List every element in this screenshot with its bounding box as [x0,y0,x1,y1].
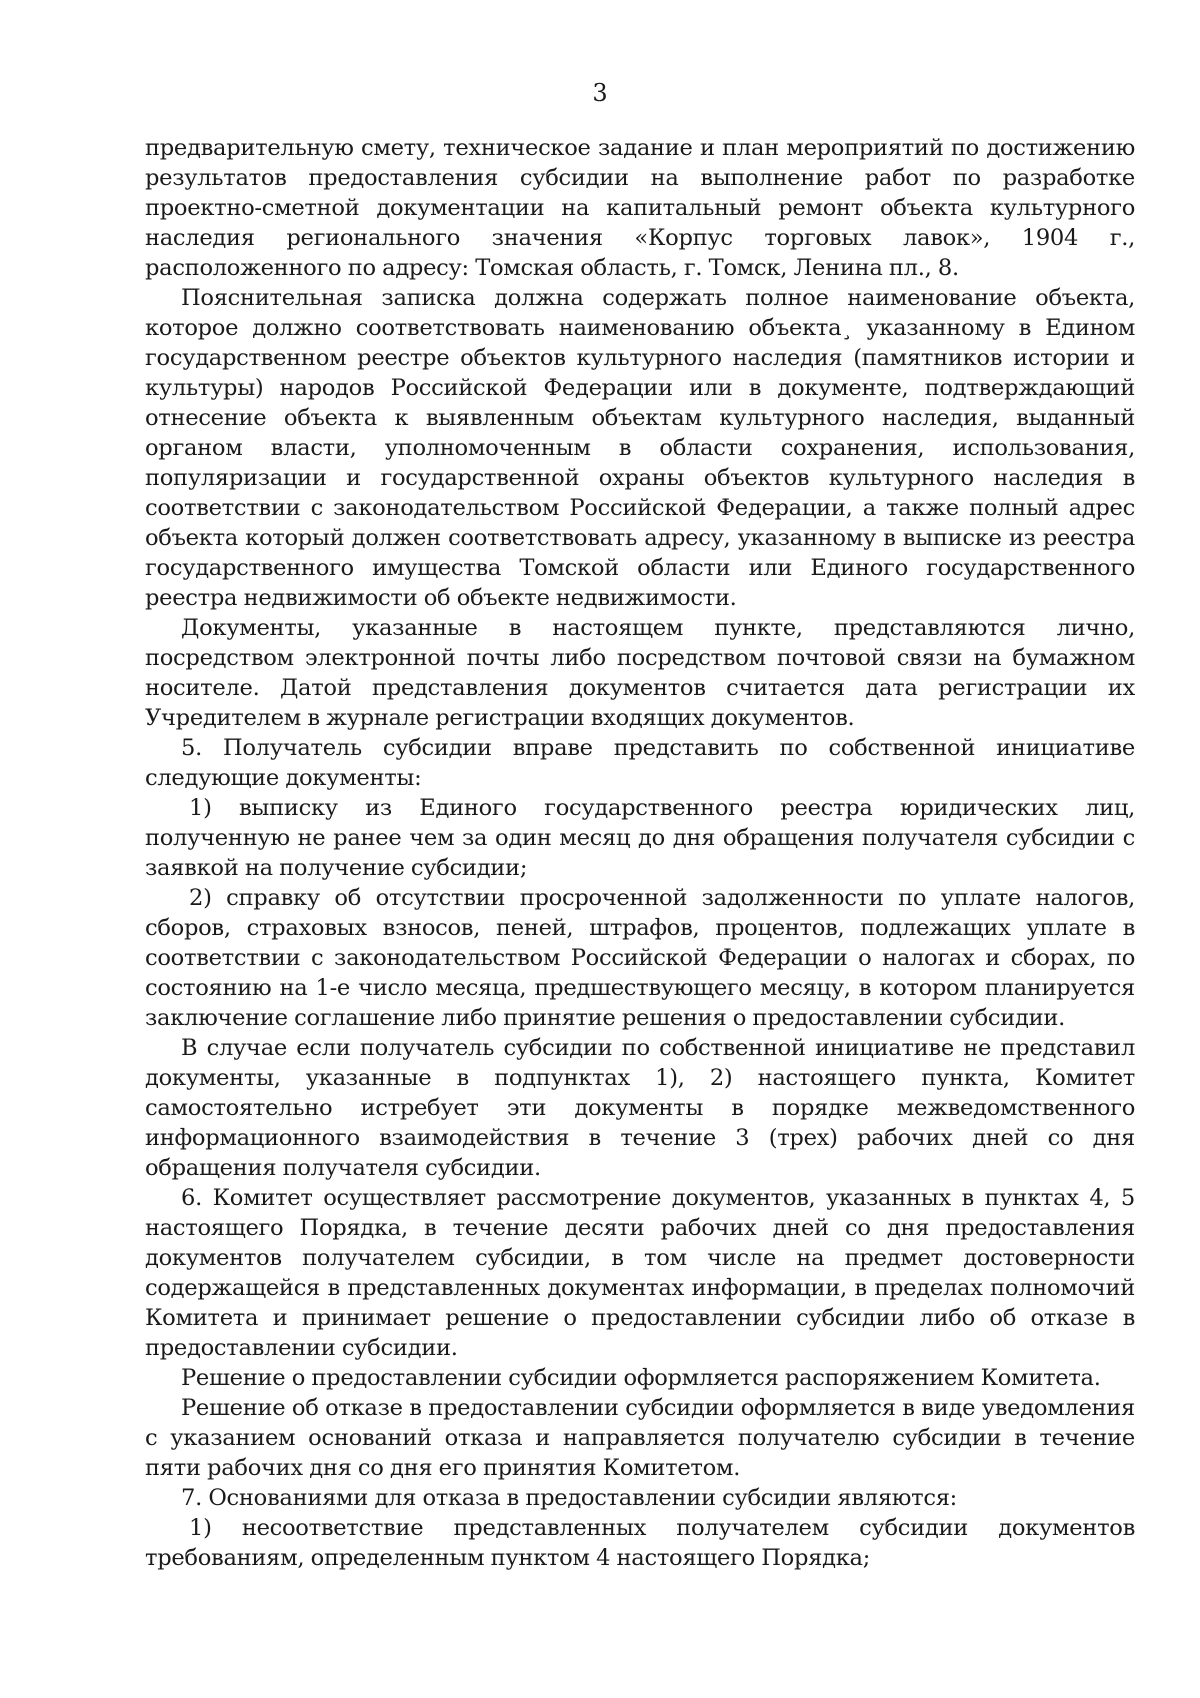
paragraph-item-5: 5. Получатель субсидии вправе представить по собственной инициативе следующие документы: [145,735,1135,791]
paragraph-decision-refusal: Решение об отказе в предоставлении субсидии оформляется в виде уведомления с указанием оснований отказа и направляется получателю субсидии в течение пяти рабочих дня со дня его принятия Комитетом. [145,1395,1135,1481]
paragraph-explanatory-note: Пояснительная записка должна содержать полное наименование объекта, которое должно соответствовать наименованию объекта¸ указанному в Едином государственном реестре объектов культурного наследия (памятников истории и культуры) народов Российской Федерации или в документе, подтверждающий отнесение объекта к выявленным объектам культурного наследия, выданный органом власти, уполномоченным в области сохранения, использования, популяризации и государственной охраны объектов культурного наследия в соответствии с законодательством Российской Федерации, а также полный адрес объекта который должен соответствовать адресу, указанному в выписке из реестра государственного имущества Томской области или Единого государственного реестра недвижимости об объекте недвижимости. [145,285,1135,611]
paragraph-decision-grant: Решение о предоставлении субсидии оформляется распоряжением Комитета. [181,1365,1101,1391]
paragraph-documents-submission: Документы, указанные в настоящем пункте, представляются лично, посредством электронной почты либо посредством почтовой связи на бумажном носителе. Датой представления документов считается дата регистрации их Учредителем в журнале регистрации входящих документов. [145,615,1135,731]
paragraph-item-5-2: 2) справку об отсутствии просроченной задолженности по уплате налогов, сборов, страховых взносов, пеней, штрафов, процентов, подлежащих уплате в соответствии с законодательством Российской Федерации о налогах и сборах, по состоянию на 1-е число месяца, предшествующего месяцу, в котором планируется заключение соглашение либо принятие решения о предоставлении субсидии. [145,885,1135,1031]
paragraph-item-7: 7. Основаниями для отказа в предоставлении субсидии являются: [181,1485,957,1511]
paragraph-item-5-1: 1) выписку из Единого государственного реестра юридических лиц, полученную не ранее чем за один месяц до дня обращения получателя субсидии с заявкой на получение субсидии; [145,795,1135,881]
document-body [145,133,1135,1573]
paragraph-item-5-note: В случае если получатель субсидии по собственной инициативе не представил документы, указанные в подпунктах 1), 2) настоящего пункта, Комитет самостоятельно истребует эти документы в порядке межведомственного информационного взаимодействия в течение 3 (трех) рабочих дней со дня обращения получателя субсидии. [145,1035,1135,1181]
paragraph-item-6: 6. Комитет осуществляет рассмотрение документов, указанных в пунктах 4, 5 настоящего Порядка, в течение десяти рабочих дней со дня предоставления документов получателем субсидии, в том числе на предмет достоверности содержащейся в представленных документах информации, в пределах полномочий Комитета и принимает решение о предоставлении субсидии либо об отказе в предоставлении субсидии. [145,1185,1135,1361]
paragraph-continuation: предварительную смету, техническое задание и план мероприятий по достижению результатов предоставления субсидии на выполнение работ по разработке проектно-сметной документации на капитальный ремонт объекта культурного наследия регионального значения «Корпус торговых лавок», 1904 г., расположенного по адресу: Томская область, г. Томск, Ленина пл., 8. [145,135,1135,281]
page-number: 3 [592,79,608,107]
paragraph-item-7-1: 1) несоответствие представленных получателем субсидии документов требованиям, определенным пунктом 4 настоящего Порядка; [145,1515,1135,1571]
